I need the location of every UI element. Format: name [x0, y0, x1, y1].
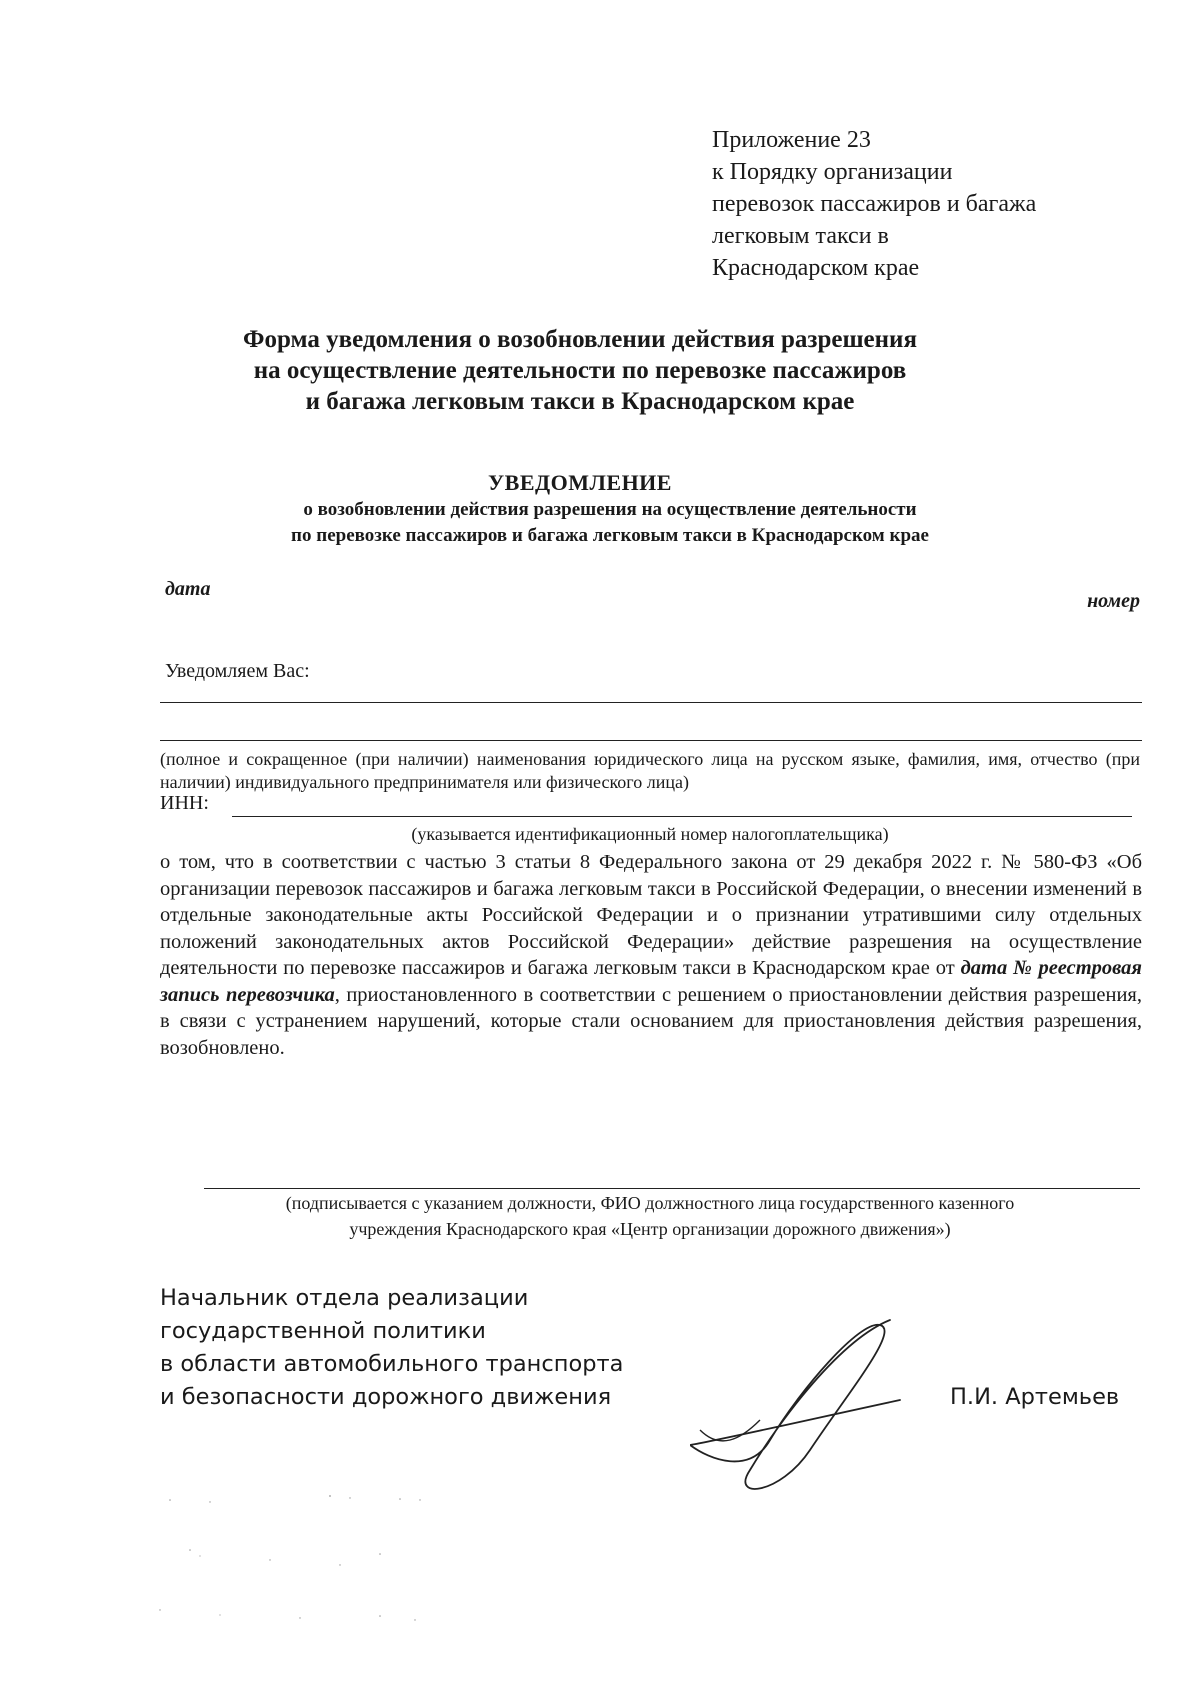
form-title-line: и багажа легковым такси в Краснодарском крае [305, 388, 855, 415]
appendix-line: легковым такси в [712, 223, 889, 249]
signature-line [204, 1188, 1140, 1189]
appendix-line: Краснодарском крае [712, 255, 920, 281]
signature-hint-line: учреждения Краснодарского края «Центр организации дорожного движения») [349, 1219, 951, 1239]
notice-subtitle-line: о возобновлении действия разрешения на осуществление деятельности [303, 499, 917, 520]
recipient-name-line [160, 740, 1142, 741]
signature-hint [160, 1190, 1140, 1242]
form-title-line: Форма уведомления о возобновлении действия разрешения [243, 326, 917, 353]
notice-subtitle-line: по перевозке пассажиров и багажа легковым такси в Краснодарском крае [291, 525, 929, 546]
handwritten-signature [690, 1300, 930, 1500]
inn-line [232, 816, 1132, 817]
body-emphasis: дата № реестровая запись перевозчика [160, 957, 1142, 1006]
scan-noise [150, 1490, 470, 1630]
inn-hint: (указывается идентификационный номер налогоплательщика) [411, 824, 889, 844]
body-text-part: о том, что в соответствии с частью 3 статьи 8 Федерального закона от 29 декабря 2022 г. № 580-ФЗ «Об организации перевозок пассажиров и багажа легковым такси в Российской Федерации, о внесении изменений в отдельные законодательные акты Российской Федерации и о признании утратившими силу отдельных положений законодательных актов Российской Федерации» действие разрешения на осуществление деятельности по перевозке пассажиров и багажа легковым такси в Краснодарском крае от [160, 851, 1142, 979]
appendix-line: к Порядку организации [712, 159, 953, 185]
position-line: и безопасности дорожного движения [160, 1384, 612, 1410]
notice-subtitle [150, 497, 1070, 549]
inn-label: ИНН: [160, 792, 209, 814]
official-position [160, 1282, 623, 1414]
recipient-name-line [160, 702, 1142, 703]
position-line: в области автомобильного транспорта [160, 1351, 624, 1377]
appendix-reference [712, 124, 1152, 284]
appendix-line: Приложение 23 [712, 127, 871, 153]
official-name: П.И. Артемьев [950, 1384, 1120, 1410]
notice-body [160, 849, 1142, 1061]
position-line: государственной политики [160, 1318, 486, 1344]
recipient-name-hint: (полное и сокращенное (при наличии) наименования юридического лица на русском языке, фамилия, имя, отчество (при наличии) индивидуального предпринимателя или физического лица) [160, 749, 1140, 792]
number-label: номер [1087, 590, 1140, 612]
position-line: Начальник отдела реализации [160, 1285, 529, 1311]
notify-label: Уведомляем Вас: [165, 660, 310, 682]
signature-hint-line: (подписывается с указанием должности, ФИО должностного лица государственного казенного [285, 1193, 1015, 1213]
form-title [150, 324, 1010, 417]
notice-title: УВЕДОМЛЕНИЕ [488, 470, 672, 495]
body-text-part: , приостановленного в соответствии с решением о приостановлении действия разрешения, в связи с устранением нарушений, которые стали основанием для приостановления действия разрешения, возобновлено. [160, 983, 1142, 1059]
date-label: дата [165, 578, 211, 600]
appendix-line: перевозок пассажиров и багажа [712, 191, 1037, 217]
form-title-line: на осуществление деятельности по перевозке пассажиров [253, 357, 907, 384]
